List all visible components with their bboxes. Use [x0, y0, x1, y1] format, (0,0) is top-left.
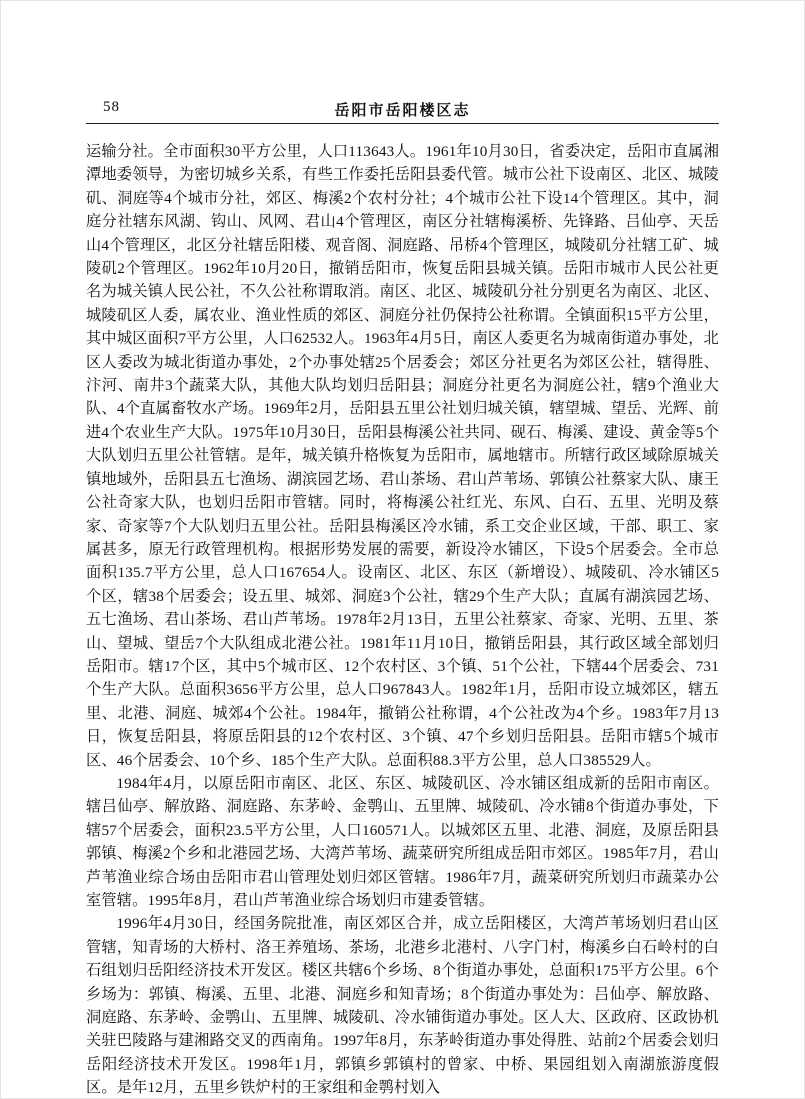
page-title: 岳阳市岳阳楼区志	[334, 103, 471, 119]
page-number: 58	[103, 99, 120, 115]
paragraph-1984: 1984年4月，以原岳阳市南区、北区、东区、城陵矶区、冷水铺区组成新的岳阳市南区。辖吕仙亭、解放路、洞庭路、东茅岭、金鹗山、五里牌、城陵矶、冷水铺8个街道办事处，下辖57个居委会，面积23.5平方公里，人口160571人。以城郊区五里、北港、洞庭，及原岳阳县郭镇、梅溪2个乡和北港园艺场、大湾芦苇场、蔬菜研究所组成岳阳市郊区。1985年7月，君山芦苇渔业综合场由岳阳市君山管理处划归郊区管辖。1986年7月，蔬菜研究所划归市蔬菜办公室管辖。1995年8月，君山芦苇渔业综合场划归市建委管辖。	[86, 774, 719, 909]
body-text	[86, 140, 719, 1099]
paragraph-1996: 1996年4月30日，经国务院批准，南区郊区合并，成立岳阳楼区，大湾芦苇场划归君山区管辖，知青场的大桥村、洛王养殖场、茶场，北港乡北港村、八字门村，梅溪乡白石岭村的白石组划归岳阳经济技术开发区。楼区共辖6个乡场、8个街道办事处，总面积175平方公里。6个乡场为：郭镇、梅溪、五里、北港、洞庭乡和知青场；8个街道办事处为：吕仙亭、解放路、洞庭路、东茅岭、金鹗山、五里牌、城陵矶、冷水铺街道办事处。区人大、区政府、区政协机关驻巴陵路与建湘路交叉的西南角。1997年8月，东茅岭街道办事处得胜、站前2个居委会划归岳阳经济技术开发区。1998年1月，郭镇乡郭镇村的曾家、中桥、果园组划入南湖旅游度假区。是年12月，五里乡铁炉村的王家组和金鹗村划入	[86, 915, 719, 1097]
page-header	[86, 99, 719, 124]
paragraph-continuation: 运输分社。全市面积30平方公里，人口113643人。1961年10月30日，省委决定，岳阳市直属湘潭地委领导，为密切城乡关系，有些工作委托岳阳县委代管。城市公社下设南区、北区、城陵矶、洞庭等4个城市分社，郊区、梅溪2个农村分社；4个城市公社下设14个管理区。其中，洞庭分社辖东风湖、钩山、风网、君山4个管理区，南区分社辖梅溪桥、先锋路、吕仙亭、天岳山4个管理区，北区分社辖岳阳楼、观音阁、洞庭路、吊桥4个管理区，城陵矶分社辖工矿、城陵矶2个管理区。1962年10月20日，撤销岳阳市，恢复岳阳县城关镇。岳阳市城市人民公社更名为城关镇人民公社，不久公社称谓取消。南区、北区、城陵矶分社分别更名为南区、北区、城陵矶区人委，属农业、渔业性质的郊区、洞庭分社仍保持公社称谓。全镇面积15平方公里，其中城区面积7平方公里，人口62532人。1963年4月5日，南区人委更名为城南街道办事处，北区人委改为城北街道办事处，2个办事处辖25个居委会；郊区分社更名为郊区公社，辖得胜、汴河、南井3个蔬菜大队，其他大队均划归岳阳县；洞庭分社更名为洞庭公社，辖9个渔业大队、4个直属畜牧水产场。1969年2月，岳阳县五里公社划归城关镇，辖望城、望岳、光辉、前进4个农业生产大队。1975年10月30日，岳阳县梅溪公社共同、砚石、梅溪、建设、黄金等5个大队划归五里公社管辖。是年，城关镇升格恢复为岳阳市，属地辖市。所辖行政区域除原城关镇地域外，岳阳县五七渔场、湖滨园艺场、君山茶场、君山芦苇场、郭镇公社蔡家大队、康王公社奇家大队，也划归岳阳市管辖。同时，将梅溪公社红光、东风、白石、五里、光明及蔡家、奇家等7个大队划归五里公社。岳阳县梅溪区冷水铺，系工交企业区域，干部、职工、家属甚多，原无行政管理机构。根据形势发展的需要，新设冷水铺区，下设5个居委会。全市总面积135.7平方公里，总人口167654人。设南区、北区、东区（新增设）、城陵矶、冷水铺区5个区，辖38个居委会；设五里、城郊、洞庭3个公社，辖29个生产大队；直属有湖滨园艺场、五七渔场、君山茶场、君山芦苇场。1978年2月13日，五里公社蔡家、奇家、光明、五里、茶山、望城、望岳7个大队组成北港公社。1981年11月10日，撤销岳阳县，其行政区域全部划归岳阳市。辖17个区，其中5个城市区、12个农村区、3个镇、51个公社，下辖44个居委会、731个生产大队。总面积3656平方公里，总人口967843人。1982年1月，岳阳市设立城郊区，辖五里、北港、洞庭、城郊4个公社。1984年，撤销公社称谓，4个公社改为4个乡。1983年7月13日，恢复岳阳县，将原岳阳县的12个农村区、3个镇、47个乡划归岳阳县。岳阳市辖5个城市区、46个居委会、10个乡、185个生产大队。总面积88.3平方公里，总人口385529人。	[86, 143, 719, 769]
